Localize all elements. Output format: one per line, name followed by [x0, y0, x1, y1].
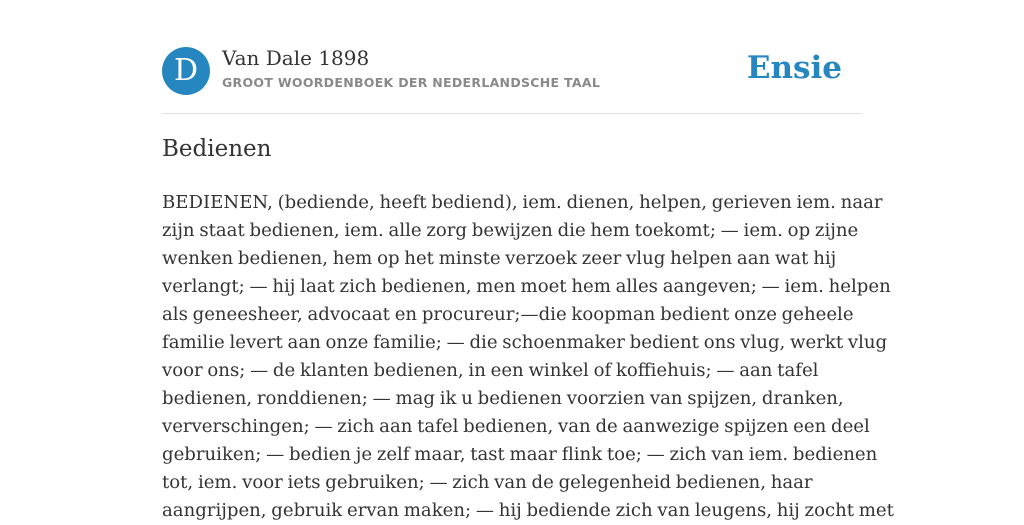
- definition-line: aangrijpen, gebruik ervan maken; — hij bediende zich van leugens, hij zocht met: [162, 500, 894, 521]
- definition-line: bedienen, ronddienen; — mag ik u bedienen voorzien van spijzen, dranken,: [162, 388, 844, 409]
- definition-line: tot, iem. voor iets gebruiken; — zich van de gelegenheid bedienen, haar: [162, 472, 813, 493]
- definition-line: verlangt; — hij laat zich bedienen, men moet hem alles aangeven; — iem. helpen: [162, 276, 891, 297]
- definition-line: gebruiken; — bedien je zelf maar, tast maar flink toe; — zich van iem. bedienen: [162, 444, 878, 465]
- header-divider: [162, 113, 862, 114]
- ensie-logo[interactable]: Ensie: [746, 50, 842, 86]
- source-title[interactable]: Van Dale 1898: [222, 46, 370, 70]
- definition-line: zijn staat bedienen, iem. alle zorg bewijzen die hem toekomt; — iem. op zijne: [162, 220, 859, 241]
- header: [162, 46, 862, 96]
- definition-line: wenken bedienen, hem op het minste verzoek zeer vlug helpen aan wat hij: [162, 248, 837, 269]
- definition-line: BEDIENEN, (bediende, heeft bediend), iem. dienen, helpen, gerieven iem. naar: [162, 192, 883, 213]
- definition-line: ververschingen; — zich aan tafel bedienen, van de aanwezige spijzen een deel: [162, 416, 870, 437]
- source-avatar[interactable]: D: [162, 47, 210, 95]
- definition-line: als geneesheer, advocaat en procureur;—die koopman bedient onze geheele: [162, 304, 854, 325]
- entry-definition: [162, 189, 894, 525]
- definition-line: voor ons; — de klanten bedienen, in een winkel of koffiehuis; — aan tafel: [162, 360, 819, 381]
- source-subtitle: GROOT WOORDENBOEK DER NEDERLANDSCHE TAAL: [222, 75, 601, 90]
- definition-line: familie levert aan onze familie; — die schoenmaker bedient ons vlug, werkt vlug: [162, 332, 888, 353]
- entry-title: Bedienen: [162, 136, 272, 162]
